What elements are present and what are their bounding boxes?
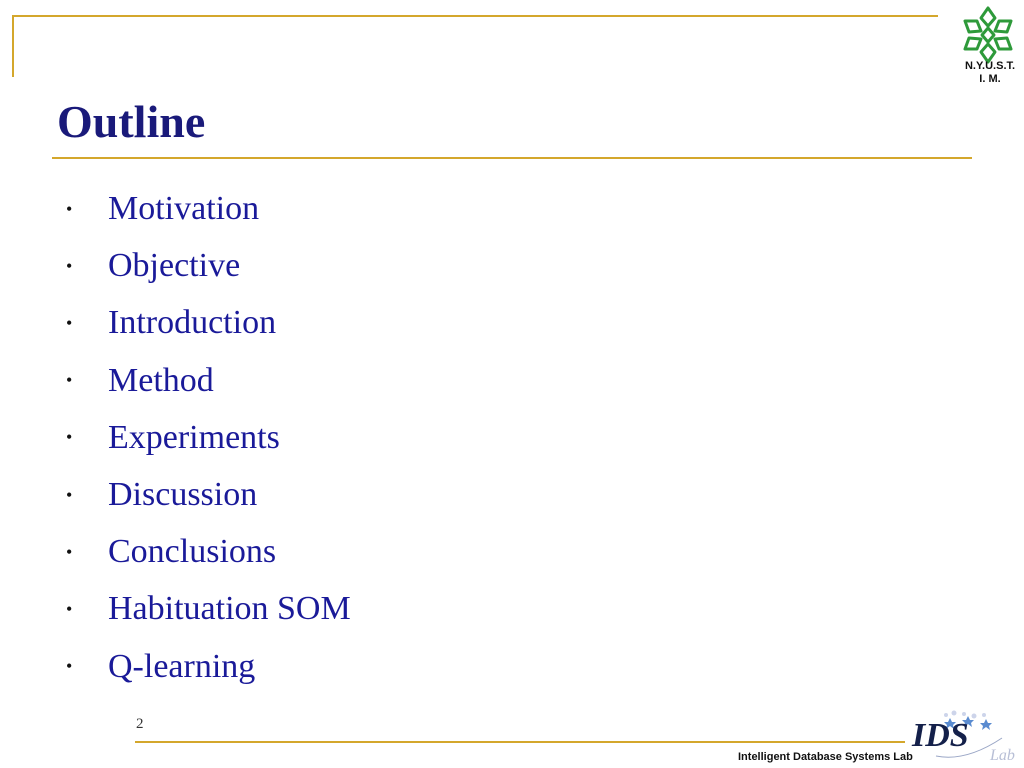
page-number: 2 xyxy=(136,716,144,732)
footer-divider xyxy=(135,741,905,743)
svg-text:Lab: Lab xyxy=(990,747,1015,764)
list-item xyxy=(62,638,351,695)
snowflake-emblem-icon xyxy=(957,4,1019,66)
list-item xyxy=(62,580,351,637)
slide-title: Outline xyxy=(57,96,206,147)
frame-top-line xyxy=(12,15,938,17)
list-item xyxy=(62,409,351,466)
list-item xyxy=(62,237,351,294)
list-item-label: Discussion xyxy=(108,476,258,514)
list-item xyxy=(62,180,351,237)
bullet-icon: • xyxy=(66,312,73,333)
list-item-label: Conclusions xyxy=(108,533,277,571)
bullet-icon: • xyxy=(66,370,73,391)
list-item-label: Experiments xyxy=(108,418,280,456)
institution-line-2: I. M. xyxy=(979,73,1001,85)
list-item xyxy=(62,352,351,409)
bullet-icon: • xyxy=(66,541,73,562)
list-item-label: Objective xyxy=(108,247,241,285)
frame-left-line xyxy=(12,15,14,77)
list-item-label: Introduction xyxy=(108,304,277,342)
bullet-icon: • xyxy=(66,198,73,219)
bullet-icon: • xyxy=(66,255,73,276)
list-item-label: Habituation SOM xyxy=(108,590,351,628)
bullet-icon: • xyxy=(66,427,73,448)
bullet-icon: • xyxy=(66,598,73,619)
list-item xyxy=(62,523,351,580)
list-item-label: Method xyxy=(108,361,214,399)
outline-list xyxy=(62,180,351,695)
title-divider xyxy=(52,157,972,159)
institution-line-1: N.Y.U.S.T. xyxy=(964,60,1016,72)
institution-label xyxy=(955,60,1024,86)
ids-lab-logo-icon xyxy=(906,708,1020,764)
bullet-icon: • xyxy=(66,656,73,677)
list-item xyxy=(62,466,351,523)
bullet-icon: • xyxy=(66,484,73,505)
list-item-label: Motivation xyxy=(108,190,260,228)
lab-name-label: Intelligent Database Systems Lab xyxy=(738,751,913,763)
svg-text:IDS: IDS xyxy=(912,717,969,754)
list-item-label: Q-learning xyxy=(108,647,256,685)
list-item xyxy=(62,294,351,351)
